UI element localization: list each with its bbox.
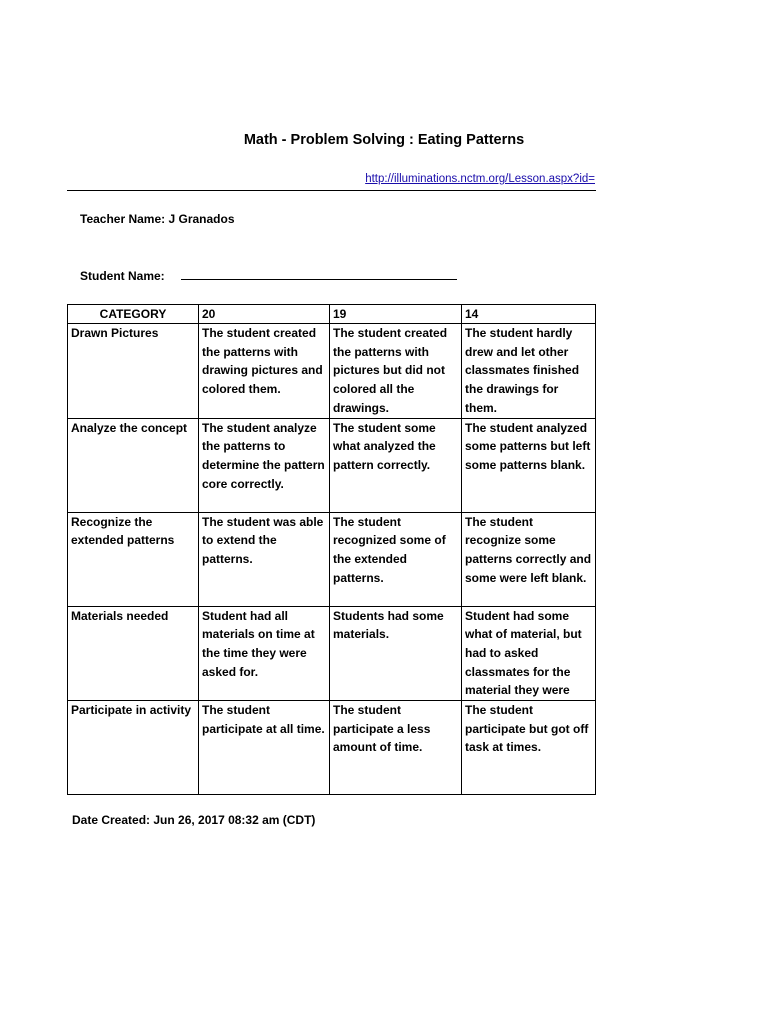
cell-score-14: The student recognize some patterns correctly and some were left blank. <box>462 512 596 606</box>
cell-score-14: The student analyzed some patterns but left some patterns blank. <box>462 418 596 512</box>
cell-score-19: The student some what analyzed the pattern correctly. <box>330 418 462 512</box>
row-category: Analyze the concept <box>68 418 199 512</box>
header-divider <box>67 190 596 191</box>
lesson-link[interactable]: http://illuminations.nctm.org/Lesson.aspx?id= <box>365 173 595 185</box>
header-category: CATEGORY <box>68 305 199 324</box>
cell-score-20: The student created the patterns with drawing pictures and colored them. <box>199 324 330 419</box>
cell-score-20: The student analyze the patterns to determine the pattern core correctly. <box>199 418 330 512</box>
table-row <box>68 418 596 512</box>
student-name-blank <box>181 268 457 280</box>
cell-score-20: Student had all materials on time at the time they were asked for. <box>199 606 330 701</box>
row-category: Materials needed <box>68 606 199 701</box>
cell-score-19: The student participate a less amount of time. <box>330 701 462 795</box>
row-category: Participate in activity <box>68 701 199 795</box>
header-score-20: 20 <box>199 305 330 324</box>
cell-score-19: The student created the patterns with pictures but did not colored all the drawings. <box>330 324 462 419</box>
student-name-label: Student Name: <box>80 269 165 283</box>
table-header-row <box>68 305 596 324</box>
date-created: Date Created: Jun 26, 2017 08:32 am (CDT) <box>72 813 316 827</box>
cell-score-14: The student participate but got off task at times. <box>462 701 596 795</box>
table-row <box>68 512 596 606</box>
cell-score-20: The student participate at all time. <box>199 701 330 795</box>
cell-score-19: The student recognized some of the extended patterns. <box>330 512 462 606</box>
table-row <box>68 606 596 701</box>
page-title: Math - Problem Solving : Eating Patterns <box>243 132 525 148</box>
header-score-14: 14 <box>462 305 596 324</box>
table-row <box>68 324 596 419</box>
table-row <box>68 701 596 795</box>
row-category: Recognize the extended patterns <box>68 512 199 606</box>
cell-score-14: The student hardly drew and let other classmates finished the drawings for them. <box>462 324 596 419</box>
header-score-19: 19 <box>330 305 462 324</box>
student-name-line <box>80 268 457 283</box>
cell-score-19: Students had some materials. <box>330 606 462 701</box>
rubric-table <box>67 304 596 795</box>
cell-score-20: The student was able to extend the patterns. <box>199 512 330 606</box>
row-category: Drawn Pictures <box>68 324 199 419</box>
teacher-name: Teacher Name: J Granados <box>80 212 235 226</box>
cell-score-14: Student had some what of material, but had to asked classmates for the material they were <box>462 606 596 701</box>
